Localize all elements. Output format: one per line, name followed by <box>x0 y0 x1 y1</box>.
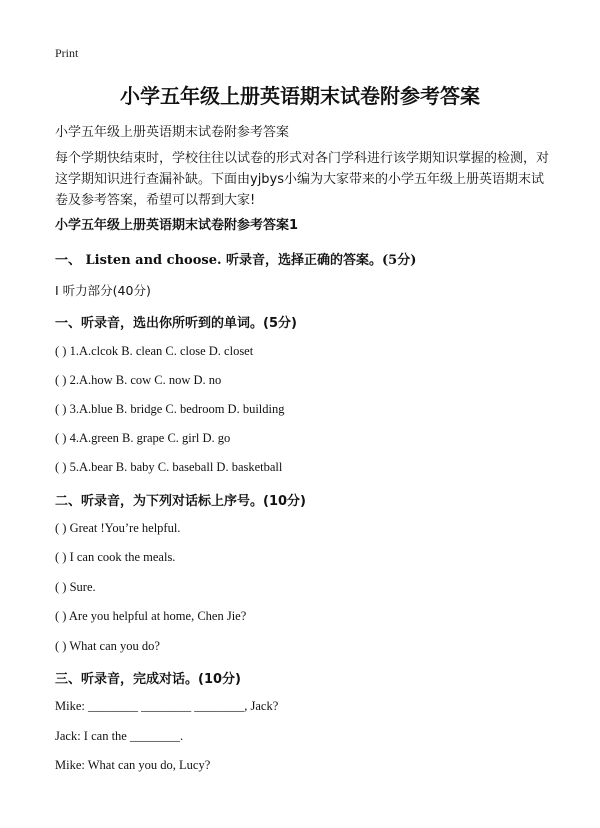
part1-heading: 一、 Listen and choose. 听录音，选择正确的答案。(5分) <box>55 253 417 268</box>
q2-item: ( ) What can you do? <box>55 639 160 653</box>
q1-item: ( ) 5.A.bear B. baby C. baseball D. basketball <box>55 460 283 474</box>
q1-heading: 一、听录音，选出你所听到的单词。(5分) <box>55 316 297 331</box>
q1-item: ( ) 2.A.how B. cow C. now D. no <box>55 373 222 387</box>
q3-heading: 三、听录音，完成对话。(10分) <box>55 672 241 687</box>
q2-item: ( ) Great !You’re helpful. <box>55 521 181 535</box>
intro-paragraph: 每个学期快结束时，学校往往以试卷的形式对各门学科进行该学期知识掌握的检测，对这学期知识进行查漏补缺。下面由yjbys小编为大家带来的小学五年级上册英语期末试卷及参考答案，希望可以帮到大家! <box>55 151 550 208</box>
q1-item: ( ) 4.A.green B. grape C. girl D. go <box>55 431 231 445</box>
q1-item: ( ) 1.A.clcok B. clean C. close D. closet <box>55 344 254 358</box>
q3-item: Mike: ________ ________ ________, Jack? <box>55 699 279 713</box>
page-title: 小学五年级上册英语期末试卷附参考答案 <box>120 84 480 108</box>
q3-item: Jack: I can the ________. <box>55 729 184 743</box>
q2-item: ( ) Sure. <box>55 580 96 594</box>
q1-item: ( ) 3.A.blue B. bridge C. bedroom D. building <box>55 402 285 416</box>
q2-item: ( ) Are you helpful at home, Chen Jie? <box>55 609 247 623</box>
print-link[interactable]: Print <box>55 46 79 60</box>
section-title: 小学五年级上册英语期末试卷附参考答案1 <box>55 218 299 233</box>
q2-heading: 二、听录音，为下列对话标上序号。(10分) <box>55 494 306 509</box>
subtitle: 小学五年级上册英语期末试卷附参考答案 <box>55 125 290 140</box>
q2-item: ( ) I can cook the meals. <box>55 550 176 564</box>
q3-item: Mike: What can you do, Lucy? <box>55 758 211 772</box>
listening-label: I 听力部分(40分) <box>55 283 151 298</box>
